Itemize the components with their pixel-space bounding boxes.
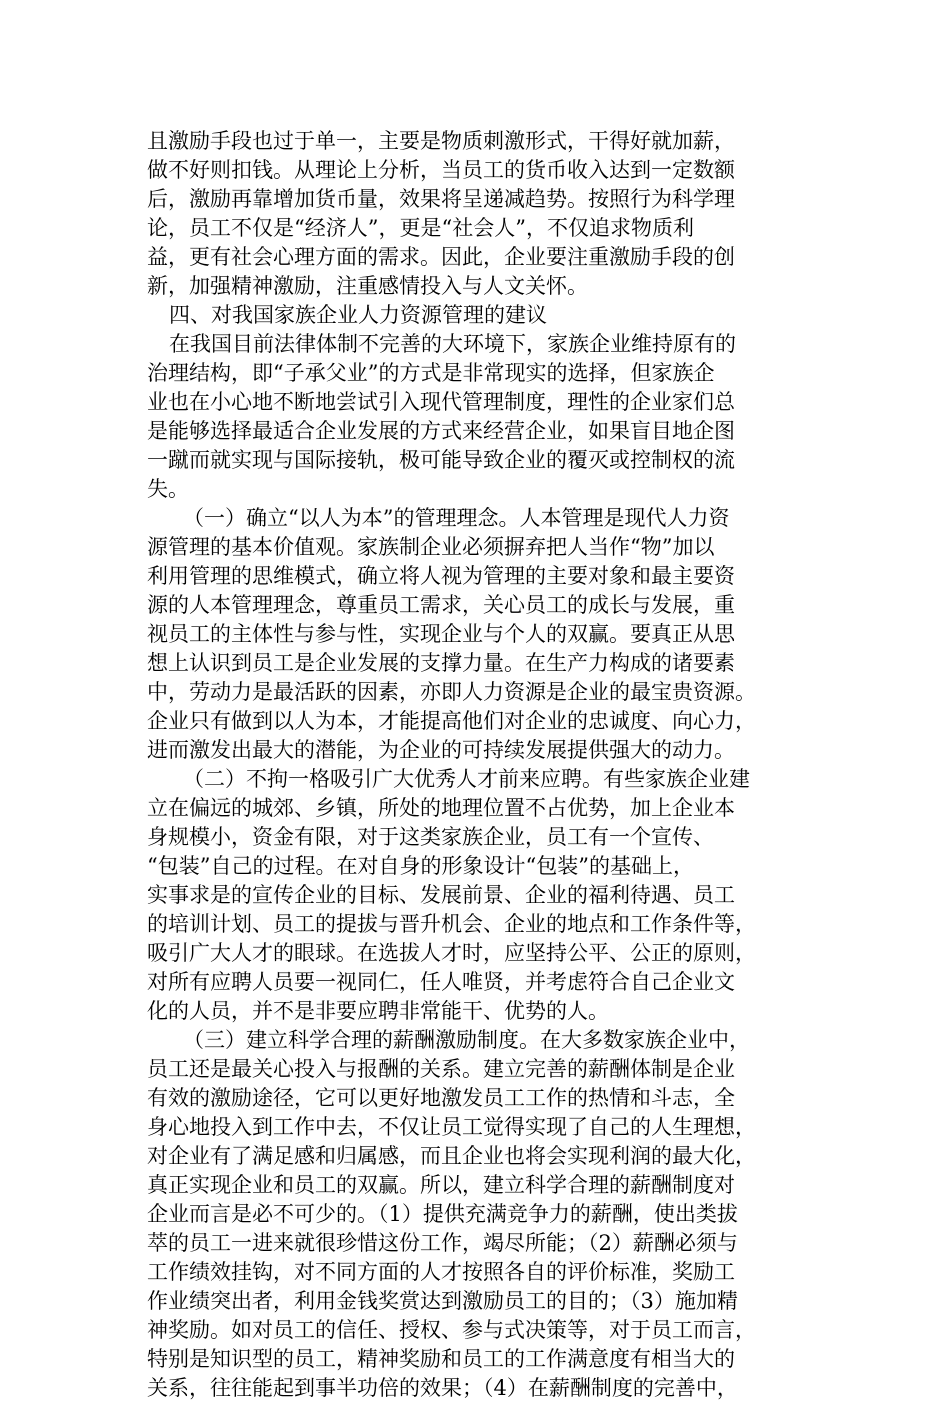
text-line: 萃的员工一进来就很珍惜这份工作，竭尽所能；（2）薪酬必须与 [147, 1231, 738, 1255]
text-line: 员工还是最关心投入与报酬的关系。建立完善的薪酬体制是企业 [147, 1057, 735, 1081]
text-line: 立在偏远的城郊、乡镇，所处的地理位置不占优势，加上企业本 [147, 796, 735, 820]
text-line: 在我国目前法律体制不完善的大环境下，家族企业维持原有的 [169, 332, 736, 356]
text-line: 企业只有做到以人为本，才能提高他们对企业的忠诚度、向心力， [147, 709, 756, 733]
text-line: 视员工的主体性与参与性，实现企业与个人的双赢。要真正从思 [147, 622, 735, 646]
text-line: 是能够选择最适合企业发展的方式来经营企业，如果盲目地企图 [147, 419, 735, 443]
text-line: 实事求是的宣传企业的目标、发展前景、企业的福利待遇、员工 [147, 883, 735, 907]
text-line: 利用管理的思维模式，确立将人视为管理的主要对象和最主要资 [147, 564, 735, 588]
text-line: 工作绩效挂钩，对不同方面的人才按照各自的评价标准，奖励工 [147, 1260, 735, 1284]
text-line: 后，激励再靠增加货币量，效果将呈递减趋势。按照行为科学理 [147, 187, 735, 211]
text-line: 的培训计划、员工的提拔与晋升机会、企业的地点和工作条件等， [147, 912, 756, 936]
text-line: 治理结构，即“子承父业”的方式是非常现实的选择，但家族企 [147, 361, 715, 385]
text-line: 四、对我国家族企业人力资源管理的建议 [169, 303, 547, 327]
document-body [147, 127, 792, 1403]
text-line: 真正实现企业和员工的双赢。所以，建立科学合理的薪酬制度对 [147, 1173, 735, 1197]
text-line: 且激励手段也过于单一，主要是物质刺激形式，干得好就加薪， [147, 129, 735, 153]
text-line: 论，员工不仅是“经济人”，更是“社会人”，不仅追求物质利 [147, 216, 694, 240]
text-line: （三）建立科学合理的薪酬激励制度。在大多数家族企业中， [183, 1028, 750, 1052]
text-line: 吸引广大人才的眼球。在选拔人才时，应坚持公平、公正的原则， [147, 941, 756, 965]
text-line: 失。 [147, 477, 189, 501]
text-line: 中，劳动力是最活跃的因素，亦即人力资源是企业的最宝贵资源。 [147, 680, 756, 704]
text-line: 对企业有了满足感和归属感，而且企业也将会实现利润的最大化， [147, 1144, 756, 1168]
text-line: 对所有应聘人员要一视同仁，任人唯贤，并考虑符合自己企业文 [147, 970, 735, 994]
text-line: 做不好则扣钱。从理论上分析，当员工的货币收入达到一定数额 [147, 158, 735, 182]
text-line: 特别是知识型的员工，精神奖励和员工的工作满意度有相当大的 [147, 1347, 735, 1371]
text-line: 进而激发出最大的潜能，为企业的可持续发展提供强大的动力。 [147, 738, 735, 762]
text-line: （二）不拘一格吸引广大优秀人才前来应聘。有些家族企业建 [183, 767, 750, 791]
text-line: 神奖励。如对员工的信任、授权、参与式决策等，对于员工而言， [147, 1318, 756, 1342]
text-line: 企业而言是必不可少的。（1）提供充满竞争力的薪酬，使出类拔 [147, 1202, 738, 1226]
text-line: 作业绩突出者，利用金钱奖赏达到激励员工的目的；（3）施加精 [147, 1289, 738, 1313]
text-line: （一）确立“以人为本”的管理理念。人本管理是现代人力资 [183, 506, 730, 530]
text-line: 益，更有社会心理方面的需求。因此，企业要注重激励手段的创 [147, 245, 735, 269]
text-line: 源的人本管理理念，尊重员工需求，关心员工的成长与发展，重 [147, 593, 735, 617]
text-line: 新，加强精神激励，注重感情投入与人文关怀。 [147, 274, 588, 298]
text-line: 一蹴而就实现与国际接轨，极可能导致企业的覆灭或控制权的流 [147, 448, 735, 472]
text-line: 有效的激励途径，它可以更好地激发员工工作的热情和斗志，全 [147, 1086, 735, 1110]
text-line: 身规模小，资金有限，对于这类家族企业，员工有一个宣传、 [147, 825, 714, 849]
text-line: “包装”自己的过程。在对自身的形象设计“包装”的基础上， [147, 854, 694, 878]
text-line: 想上认识到员工是企业发展的支撑力量。在生产力构成的诸要素 [147, 651, 735, 675]
text-line: 化的人员，并不是非要应聘非常能干、优势的人。 [147, 999, 609, 1023]
text-line: 关系，往往能起到事半功倍的效果；（4）在薪酬制度的完善中， [147, 1376, 738, 1400]
text-line: 身心地投入到工作中去，不仅让员工觉得实现了自己的人生理想， [147, 1115, 756, 1139]
text-line: 业也在小心地不断地尝试引入现代管理制度，理性的企业家们总 [147, 390, 735, 414]
text-line: 源管理的基本价值观。家族制企业必须摒弃把人当作“物”加以 [147, 535, 715, 559]
